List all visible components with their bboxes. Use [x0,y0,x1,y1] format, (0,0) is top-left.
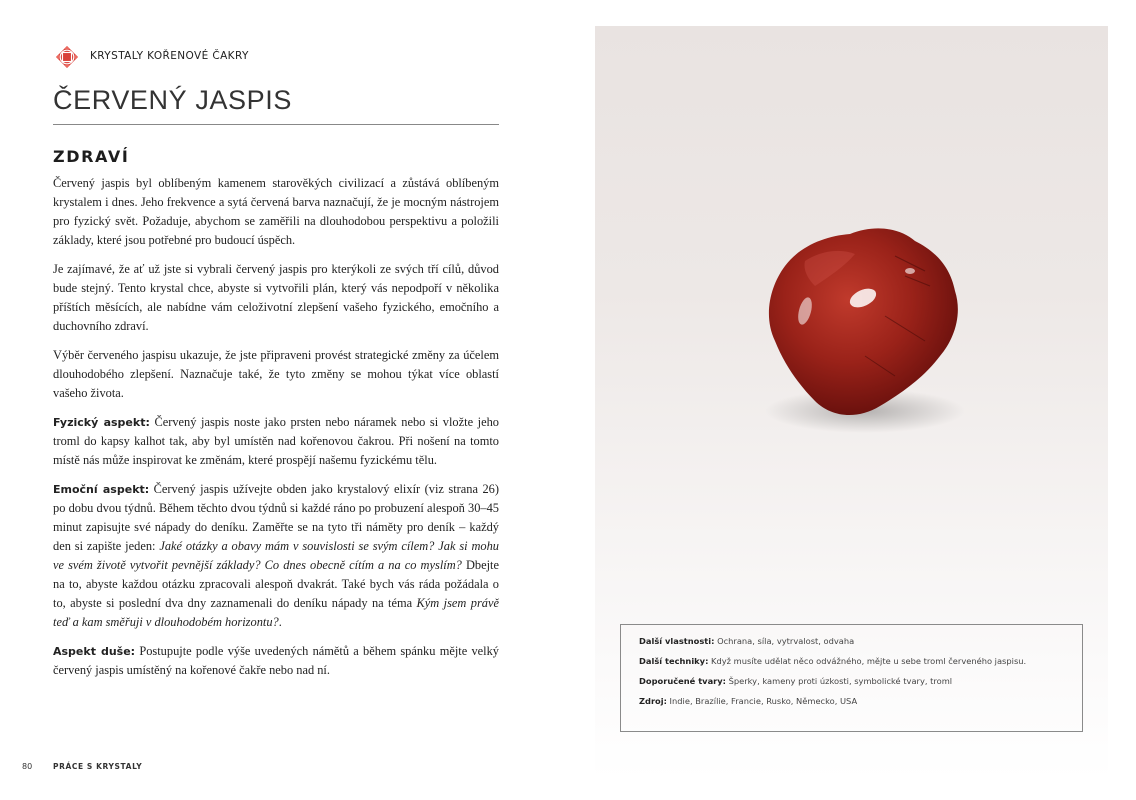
info-properties-value: Ochrana, síla, vytrvalost, odvaha [714,636,855,646]
info-techniques [639,656,1064,666]
info-shapes-label: Doporučené tvary: [639,676,726,686]
journal-prompt-final: Kým jsem právě teď a kam směřuji v dlouhodobém horizontu? [53,596,499,629]
paragraph-2: Je zajímavé, že ať už jste si vybrali červený jaspis pro kterýkoli ze svých tří cílů, důvod bude stejný. Tento krystal chce, abyste si vytvořili plán, který vás nepodpoří v několika příštích měsících, ale nabídne vám celoživotní zlepšení vašeho fyzického, emočního a duchovního zdraví. [53,262,499,333]
emotional-aspect-label: Emoční aspekt: [53,483,150,496]
soul-aspect-label: Aspekt duše: [53,645,136,658]
info-properties [639,636,1064,646]
page-number: 80 [22,762,33,771]
info-techniques-label: Další techniky: [639,656,709,666]
paragraph-physical [53,413,499,470]
journal-prompts: Jaké otázky a obavy mám v souvislosti se svým cílem? Jak si mohu ve svém životě vytvořit pevnější základy? Co dnes obecně cítím a na co myslím? [53,539,499,572]
info-properties-label: Další vlastnosti: [639,636,715,646]
section-heading: ZDRAVÍ [53,147,130,166]
chapter-kicker: KRYSTALY KOŘENOVÉ ČAKRY [90,50,249,62]
info-shapes-value: Šperky, kameny proti úzkosti, symbolické tvary, troml [725,676,953,686]
crystal-info-box [620,624,1083,732]
paragraph-soul [53,642,499,680]
title-rule [53,124,499,125]
physical-aspect-label: Fyzický aspekt: [53,416,150,429]
emotional-aspect-text: Červený jaspis užívejte obden jako krystalový elixír (viz strana 26) po dobu dvou týdnů. Během těchto dvou týdnů si každé ráno po probuzení alespoň 30–45 minut zapisujte své nápady do deníku. Zaměřte se na tyto tři náměty pro deník – každý den si zapište jeden: [53,482,499,553]
emotional-aspect-text-2: Dbejte na to, abyste každou otázku zpracovali alespoň dvakrát. Také bych vás ráda požádala o to, abyste si poslední dva dny zaznamenali do deníku nápady na téma [53,558,499,610]
paragraph-1: Červený jaspis byl oblíbeným kamenem starověkých civilizací a zůstává oblíbeným krystalem i dnes. Jeho frekvence a sytá červená barva naznačují, že je mocným nástrojem pro fyzický svět. Požaduje, abychom se zaměřili na dlouhodobou perspektivu a položili základy, které jsou potřebné pro budoucí úspěch. [53,176,499,247]
info-techniques-value: Když musíte udělat něco odvážného, mějte u sebe troml červeného jaspisu. [708,656,1027,666]
info-source-value: Indie, Brazílie, Francie, Rusko, Německo, USA [666,696,858,706]
physical-aspect-text: Červený jaspis noste jako prsten nebo náramek nebo si vložte jeho troml do kapsy kalhot tak, aby byl umístěn nad kořenovou čakrou. Při nošení na tomto místě nás může inspirovat ke změnám, které prospějí našemu fyzickému tělu. [53,415,499,467]
red-jasper-stone-image [745,206,975,446]
info-source [639,696,1064,706]
paragraph-emotional [53,480,499,632]
running-head: PRÁCE S KRYSTALY [53,762,143,771]
paragraph-3: Výběr červeného jaspisu ukazuje, že jste připraveni provést strategické změny za účelem dlouhodobého zlepšení. Naznačuje také, že tyto změny se mohou týkat více oblastí vašeho života. [53,348,499,400]
page-title: ČERVENÝ JASPIS [53,85,292,115]
root-chakra-icon [55,45,79,69]
info-source-label: Zdroj: [639,696,667,706]
emotional-aspect-end: . [278,615,282,629]
info-shapes [639,676,1064,686]
body-text [53,174,499,690]
soul-aspect-text: Postupujte podle výše uvedených námětů a během spánku mějte velký červený jaspis umístěný na kořenové čakře nebo nad ní. [53,644,499,677]
